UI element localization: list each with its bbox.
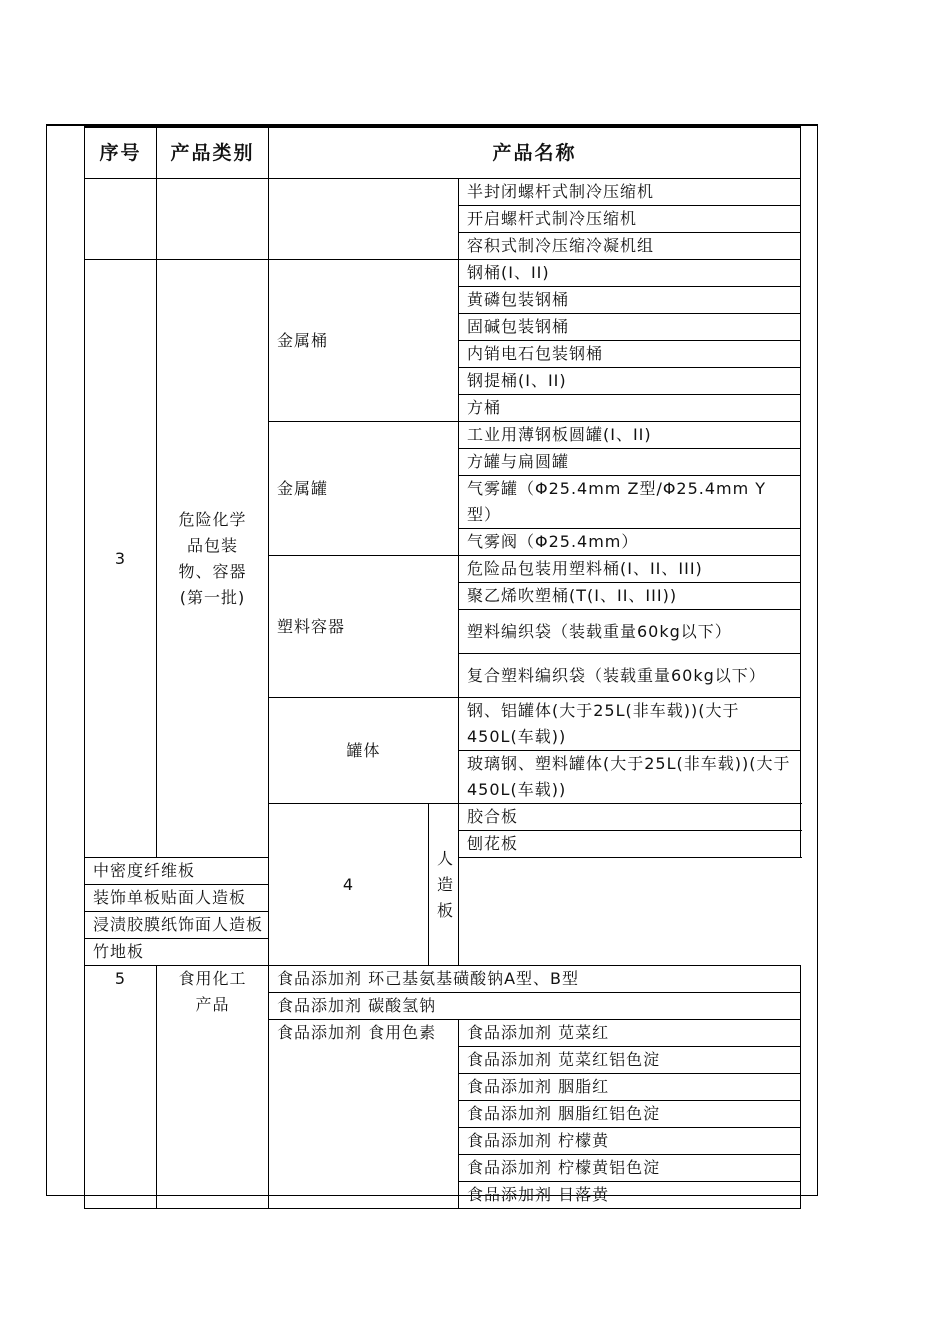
product-item: 食品添加剂 苋菜红 bbox=[459, 1020, 801, 1047]
subcategory-name: 金属桶 bbox=[269, 260, 459, 422]
seq-number: 5 bbox=[85, 966, 157, 1209]
product-item: 食品添加剂 柠檬黄铝色淀 bbox=[459, 1155, 801, 1182]
product-item: 方罐与扁圆罐 bbox=[459, 449, 801, 476]
product-item: 食品添加剂 碳酸氢钠 bbox=[269, 993, 801, 1020]
category-cell-empty bbox=[157, 179, 269, 260]
product-item: 聚乙烯吹塑桶(T(I、II、III)) bbox=[459, 583, 801, 610]
category-name: 食用化工产品 bbox=[157, 966, 269, 1209]
product-item: 黄磷包装钢桶 bbox=[459, 287, 801, 314]
subcategory-name: 食品添加剂 食用色素 bbox=[269, 1020, 459, 1209]
product-item: 开启螺杆式制冷压缩机 bbox=[459, 206, 801, 233]
header-product-name: 产品名称 bbox=[269, 127, 801, 179]
product-item: 食品添加剂 胭脂红 bbox=[459, 1074, 801, 1101]
product-item: 半封闭螺杆式制冷压缩机 bbox=[459, 179, 801, 206]
product-item: 装饰单板贴面人造板 bbox=[85, 885, 429, 912]
product-item: 钢提桶(I、II) bbox=[459, 368, 801, 395]
product-item: 食品添加剂 胭脂红铝色淀 bbox=[459, 1101, 801, 1128]
subcategory-name: 金属罐 bbox=[269, 422, 459, 556]
product-item: 气雾阀（Φ25.4mm） bbox=[459, 529, 801, 556]
product-item: 食品添加剂 日落黄 bbox=[459, 1182, 801, 1209]
product-item: 内销电石包装钢桶 bbox=[459, 341, 801, 368]
product-item: 胶合板 bbox=[459, 804, 801, 831]
product-table bbox=[84, 126, 801, 1209]
product-item: 工业用薄钢板圆罐(I、II) bbox=[459, 422, 801, 449]
category-name: 人造板 bbox=[429, 804, 459, 966]
product-item: 钢桶(I、II) bbox=[459, 260, 801, 287]
product-item: 复合塑料编织袋（装载重量60kg以下） bbox=[459, 654, 801, 698]
subcategory-cell-empty bbox=[269, 179, 459, 260]
product-item: 方桶 bbox=[459, 395, 801, 422]
subcategory-name: 罐体 bbox=[269, 698, 459, 804]
seq-number: 4 bbox=[269, 804, 429, 966]
product-item: 刨花板 bbox=[459, 831, 801, 858]
product-item: 气雾罐（Φ25.4mm Z型/Φ25.4mm Y型） bbox=[459, 476, 801, 529]
header-seq: 序号 bbox=[85, 127, 157, 179]
product-item: 危险品包装用塑料桶(I、II、III) bbox=[459, 556, 801, 583]
product-item: 塑料编织袋（装载重量60kg以下） bbox=[459, 610, 801, 654]
product-item: 容积式制冷压缩冷凝机组 bbox=[459, 233, 801, 260]
product-item: 玻璃钢、塑料罐体(大于25L(非车载))(大于450L(车载)) bbox=[459, 751, 801, 804]
product-item: 浸渍胶膜纸饰面人造板 bbox=[85, 912, 429, 939]
product-item: 钢、铝罐体(大于25L(非车载))(大于450L(车载)) bbox=[459, 698, 801, 751]
category-name: 危险化学品包装物、容器(第一批) bbox=[157, 260, 269, 858]
header-category: 产品类别 bbox=[157, 127, 269, 179]
product-item: 食品添加剂 苋菜红铝色淀 bbox=[459, 1047, 801, 1074]
subcategory-name: 塑料容器 bbox=[269, 556, 459, 698]
product-item: 中密度纤维板 bbox=[85, 858, 429, 885]
product-item: 食品添加剂 柠檬黄 bbox=[459, 1128, 801, 1155]
seq-cell-empty bbox=[85, 179, 157, 260]
product-item: 食品添加剂 环己基氨基磺酸钠A型、B型 bbox=[269, 966, 801, 993]
product-item: 竹地板 bbox=[85, 939, 429, 966]
seq-number: 3 bbox=[85, 260, 157, 858]
product-item: 固碱包装钢桶 bbox=[459, 314, 801, 341]
